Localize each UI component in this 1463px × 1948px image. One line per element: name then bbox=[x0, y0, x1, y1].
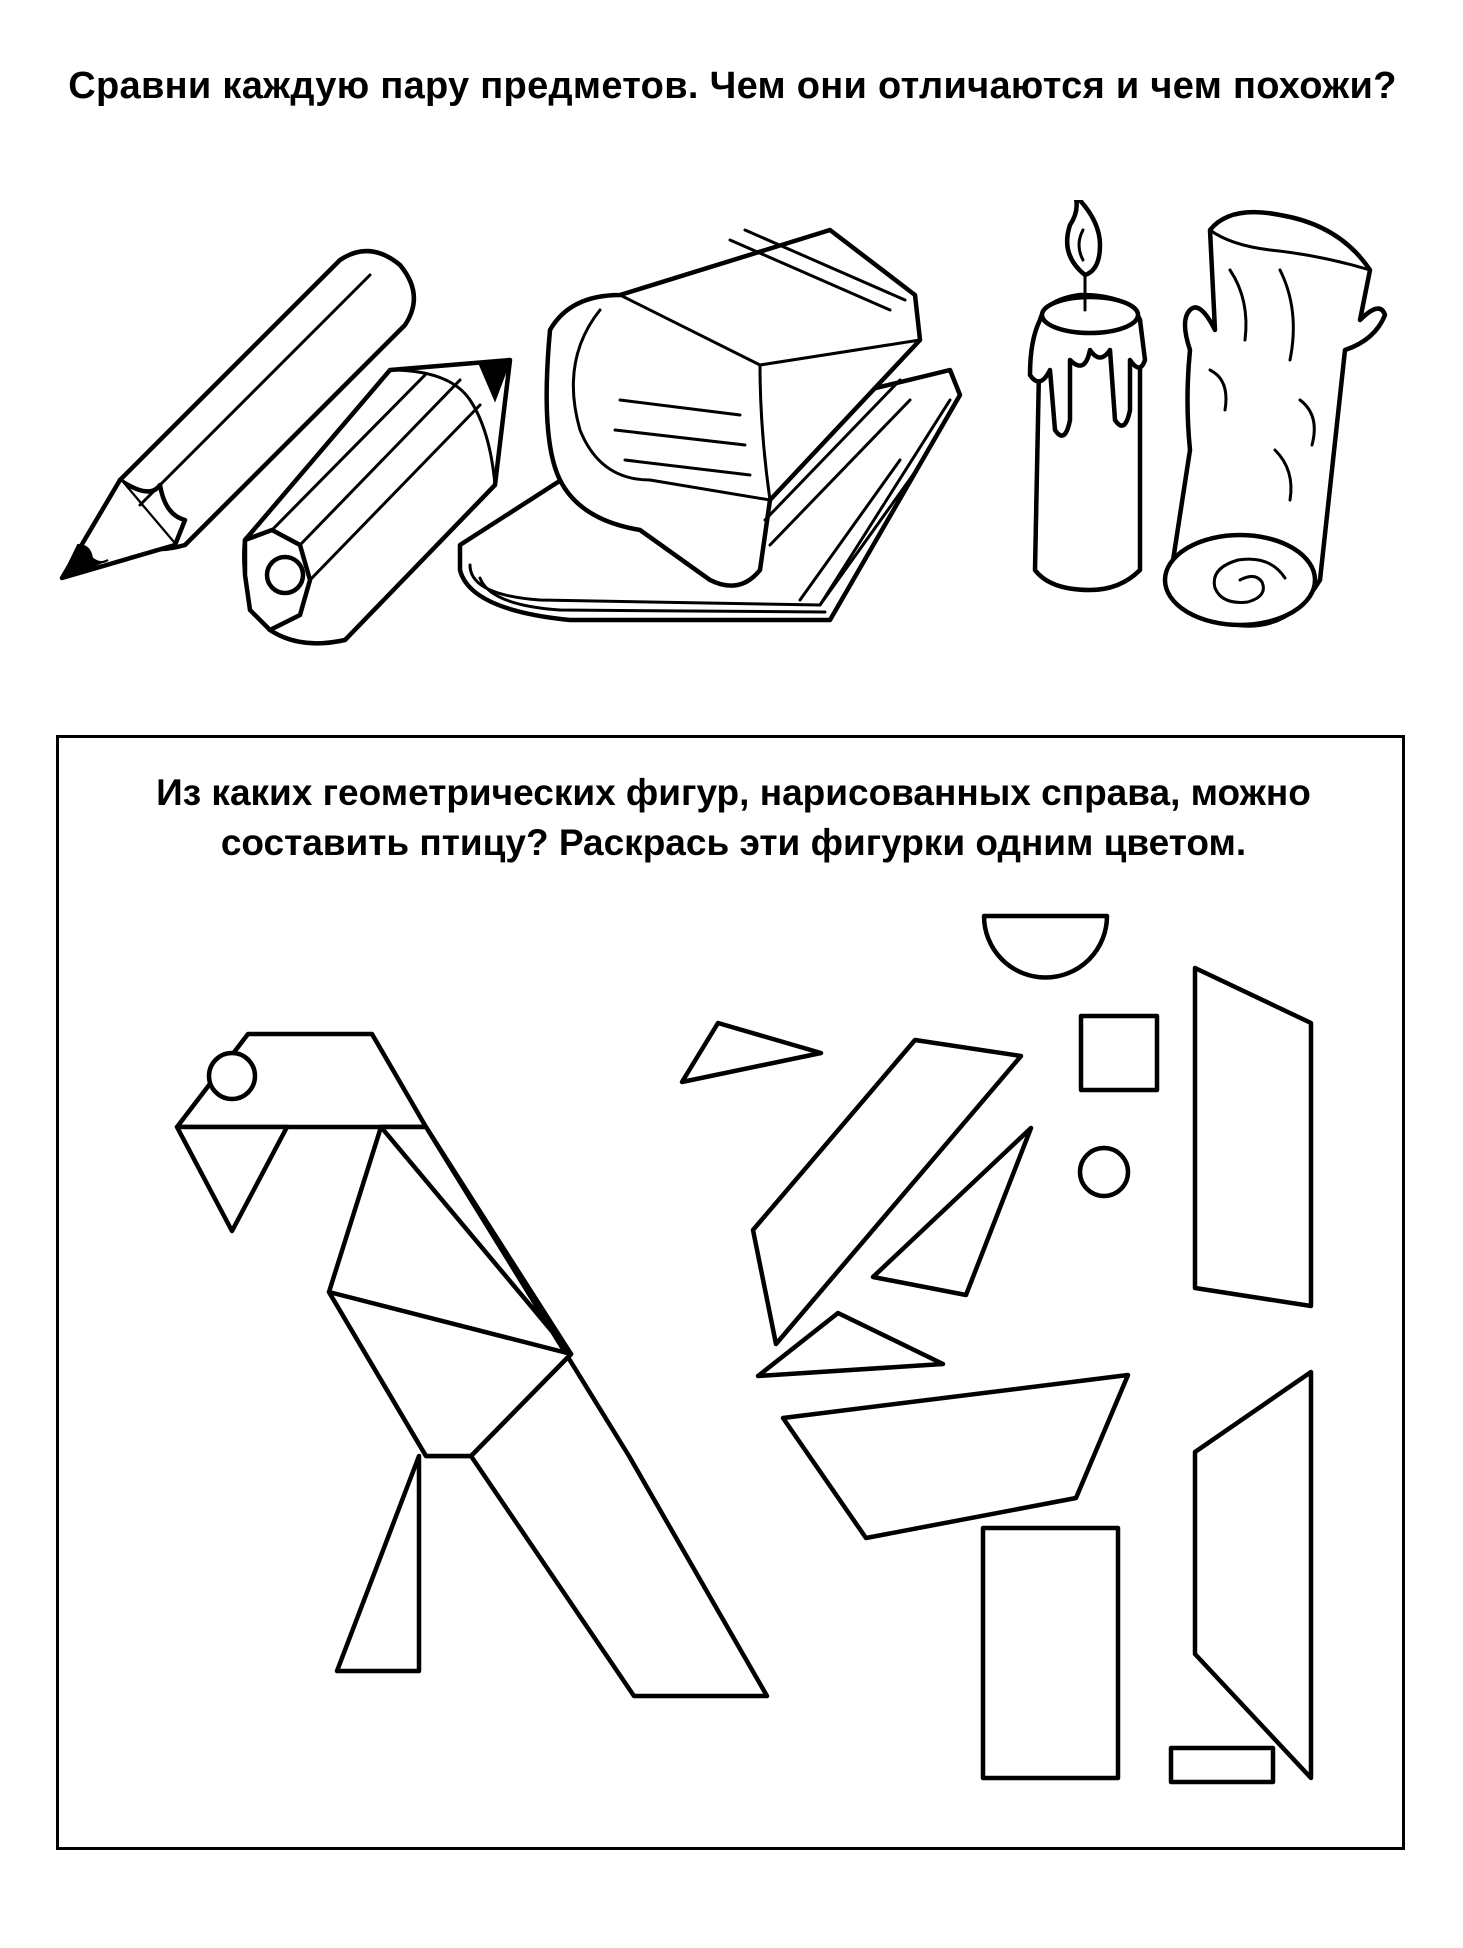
task-text: Из каких геометрических фигур, нарисованных справа, можно составить птицу? Раскрась эти фигурки одним цветом. bbox=[156, 772, 1311, 863]
parallelogram-tall-right bbox=[1195, 968, 1311, 1306]
half-circle bbox=[984, 916, 1107, 978]
bird-figure bbox=[177, 1034, 767, 1696]
triangle-small-top bbox=[682, 1023, 821, 1082]
log-icon bbox=[1165, 212, 1385, 625]
page-title: Сравни каждую пару предметов. Чем они отличаются и чем похожи? bbox=[68, 65, 1397, 107]
book-stack-icon bbox=[460, 230, 960, 620]
loose-shapes bbox=[682, 916, 1311, 1782]
parallelogram-bottom-right bbox=[1195, 1372, 1311, 1778]
square-small bbox=[1081, 1016, 1157, 1090]
bird-leg-triangle bbox=[337, 1456, 419, 1671]
circle-small bbox=[1080, 1148, 1128, 1196]
candle-icon bbox=[1030, 200, 1145, 590]
rectangle-small bbox=[1171, 1748, 1273, 1782]
rectangle-tall bbox=[983, 1528, 1118, 1778]
objects-illustration bbox=[0, 200, 1463, 670]
bird-eye-circle bbox=[209, 1053, 255, 1099]
trapezoid-wide bbox=[783, 1375, 1128, 1538]
task-frame bbox=[56, 735, 1405, 1850]
bird-beak-triangle bbox=[177, 1127, 287, 1231]
